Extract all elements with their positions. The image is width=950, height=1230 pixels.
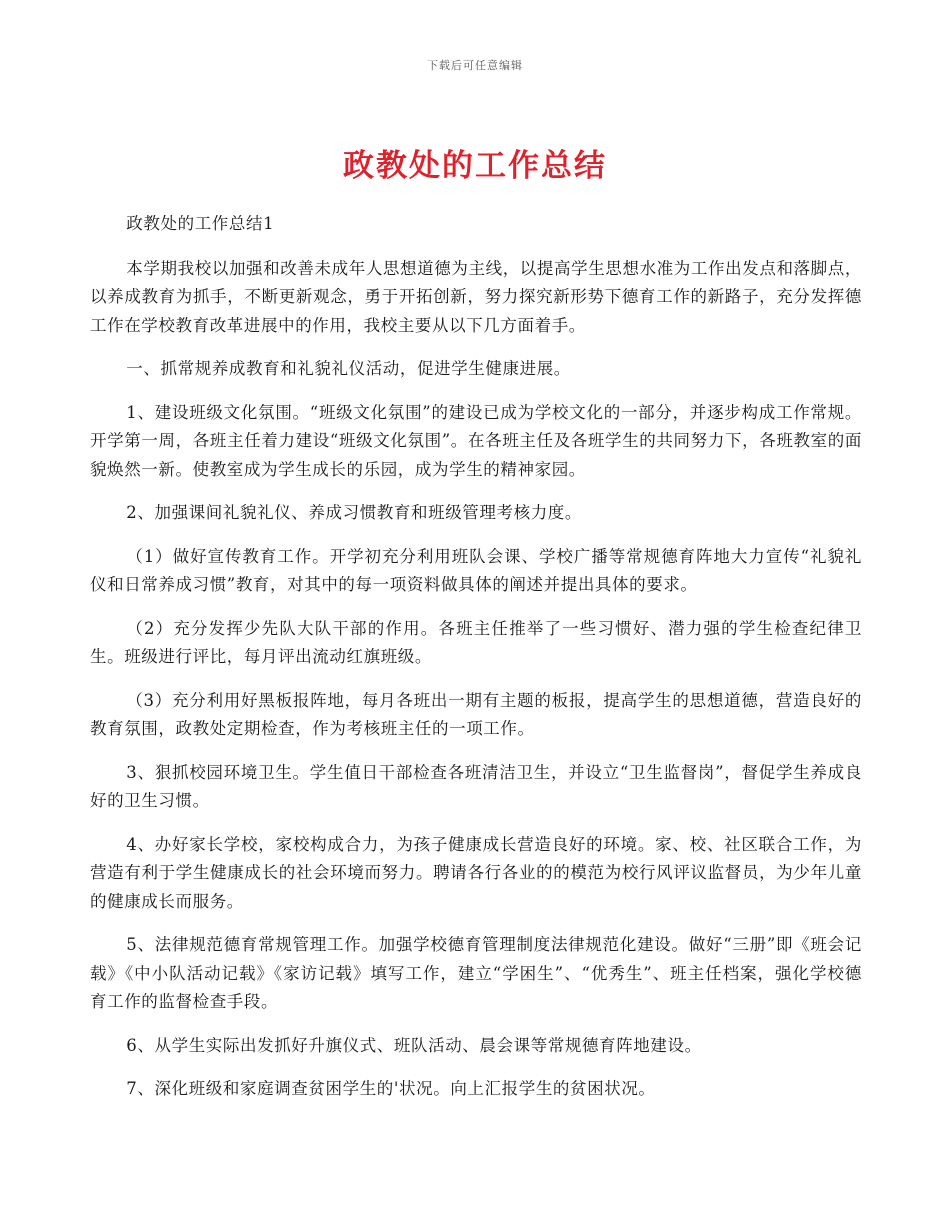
paragraph: 7、深化班级和家庭调查贫困学生的'状况。向上汇报学生的贫困状况。 <box>126 1079 656 1098</box>
paragraph: （3）充分利用好黑板报阵地，每月各班出一期有主题的板报，提高学生的思想道德，营造良好的教育氛围，政教处定期检查，作为考核班主任的一项工作。 <box>90 690 862 738</box>
paragraph: 5、法律规范德育常规管理工作。加强学校德育管理制度法律规范化建设。做好“三册”即《班会记载》《中小队活动记载》《家访记载》填写工作，建立“学困生”、“优秀生”、班主任档案，强化学校德育工作的监督检查手段。 <box>90 935 862 1011</box>
section-heading: 一、抓常规养成教育和礼貌礼仪活动，促进学生健康进展。 <box>126 359 571 378</box>
document-title: 政教处的工作总结 <box>343 148 607 184</box>
paragraph: 6、从学生实际出发抓好升旗仪式、班队活动、晨会课等常规德育阵地建设。 <box>126 1035 702 1055</box>
paragraph: （1）做好宣传教育工作。开学初充分利用班队会课、学校广播等常规德育阵地大力宣传“礼貌礼仪和日常养成习惯”教育，对其中的每一项资料做具体的阐述并提出具体的要求。 <box>90 546 862 594</box>
paragraph: 1、建设班级文化氛围。“班级文化氛围”的建设已成为学校文化的一部分，并逐步构成工作常规。开学第一周，各班主任着力建设“班级文化氛围”。在各班主任及各班学生的共同努力下，各班教室的面貌焕然一新。使教室成为学生成长的乐园，成为学生的精神家园。 <box>90 402 862 479</box>
paragraph: 2、加强课间礼貌礼仪、养成习惯教育和班级管理考核力度。 <box>126 503 582 522</box>
paragraph: 4、办好家长学校，家校构成合力，为孩子健康成长营造良好的环境。家、校、社区联合工作，为营造有利于学生健康成长的社会环境而努力。聘请各行各业的的模范为校行风评议监督员，为少年儿童的健康成长而服务。 <box>90 834 862 911</box>
header-note: 下载后可任意编辑 <box>427 59 523 72</box>
document-subtitle: 政教处的工作总结1 <box>126 214 275 233</box>
paragraph: 3、狠抓校园环境卫生。学生值日干部检查各班清洁卫生，并设立“卫生监督岗”，督促学生养成良好的卫生习惯。 <box>90 762 862 810</box>
paragraph: （2）充分发挥少先队大队干部的作用。各班主任推举了一些习惯好、潜力强的学生检查纪律卫生。班级进行评比，每月评出流动红旗班级。 <box>90 618 862 666</box>
document-body <box>90 210 862 1119</box>
paragraph: 本学期我校以加强和改善未成年人思想道德为主线，以提高学生思想水准为工作出发点和落脚点，以养成教育为抓手，不断更新观念，勇于开拓创新，努力探究新形势下德育工作的新路子，充分发挥德工作在学校教育改革进展中的作用，我校主要从以下几方面着手。 <box>90 258 862 335</box>
